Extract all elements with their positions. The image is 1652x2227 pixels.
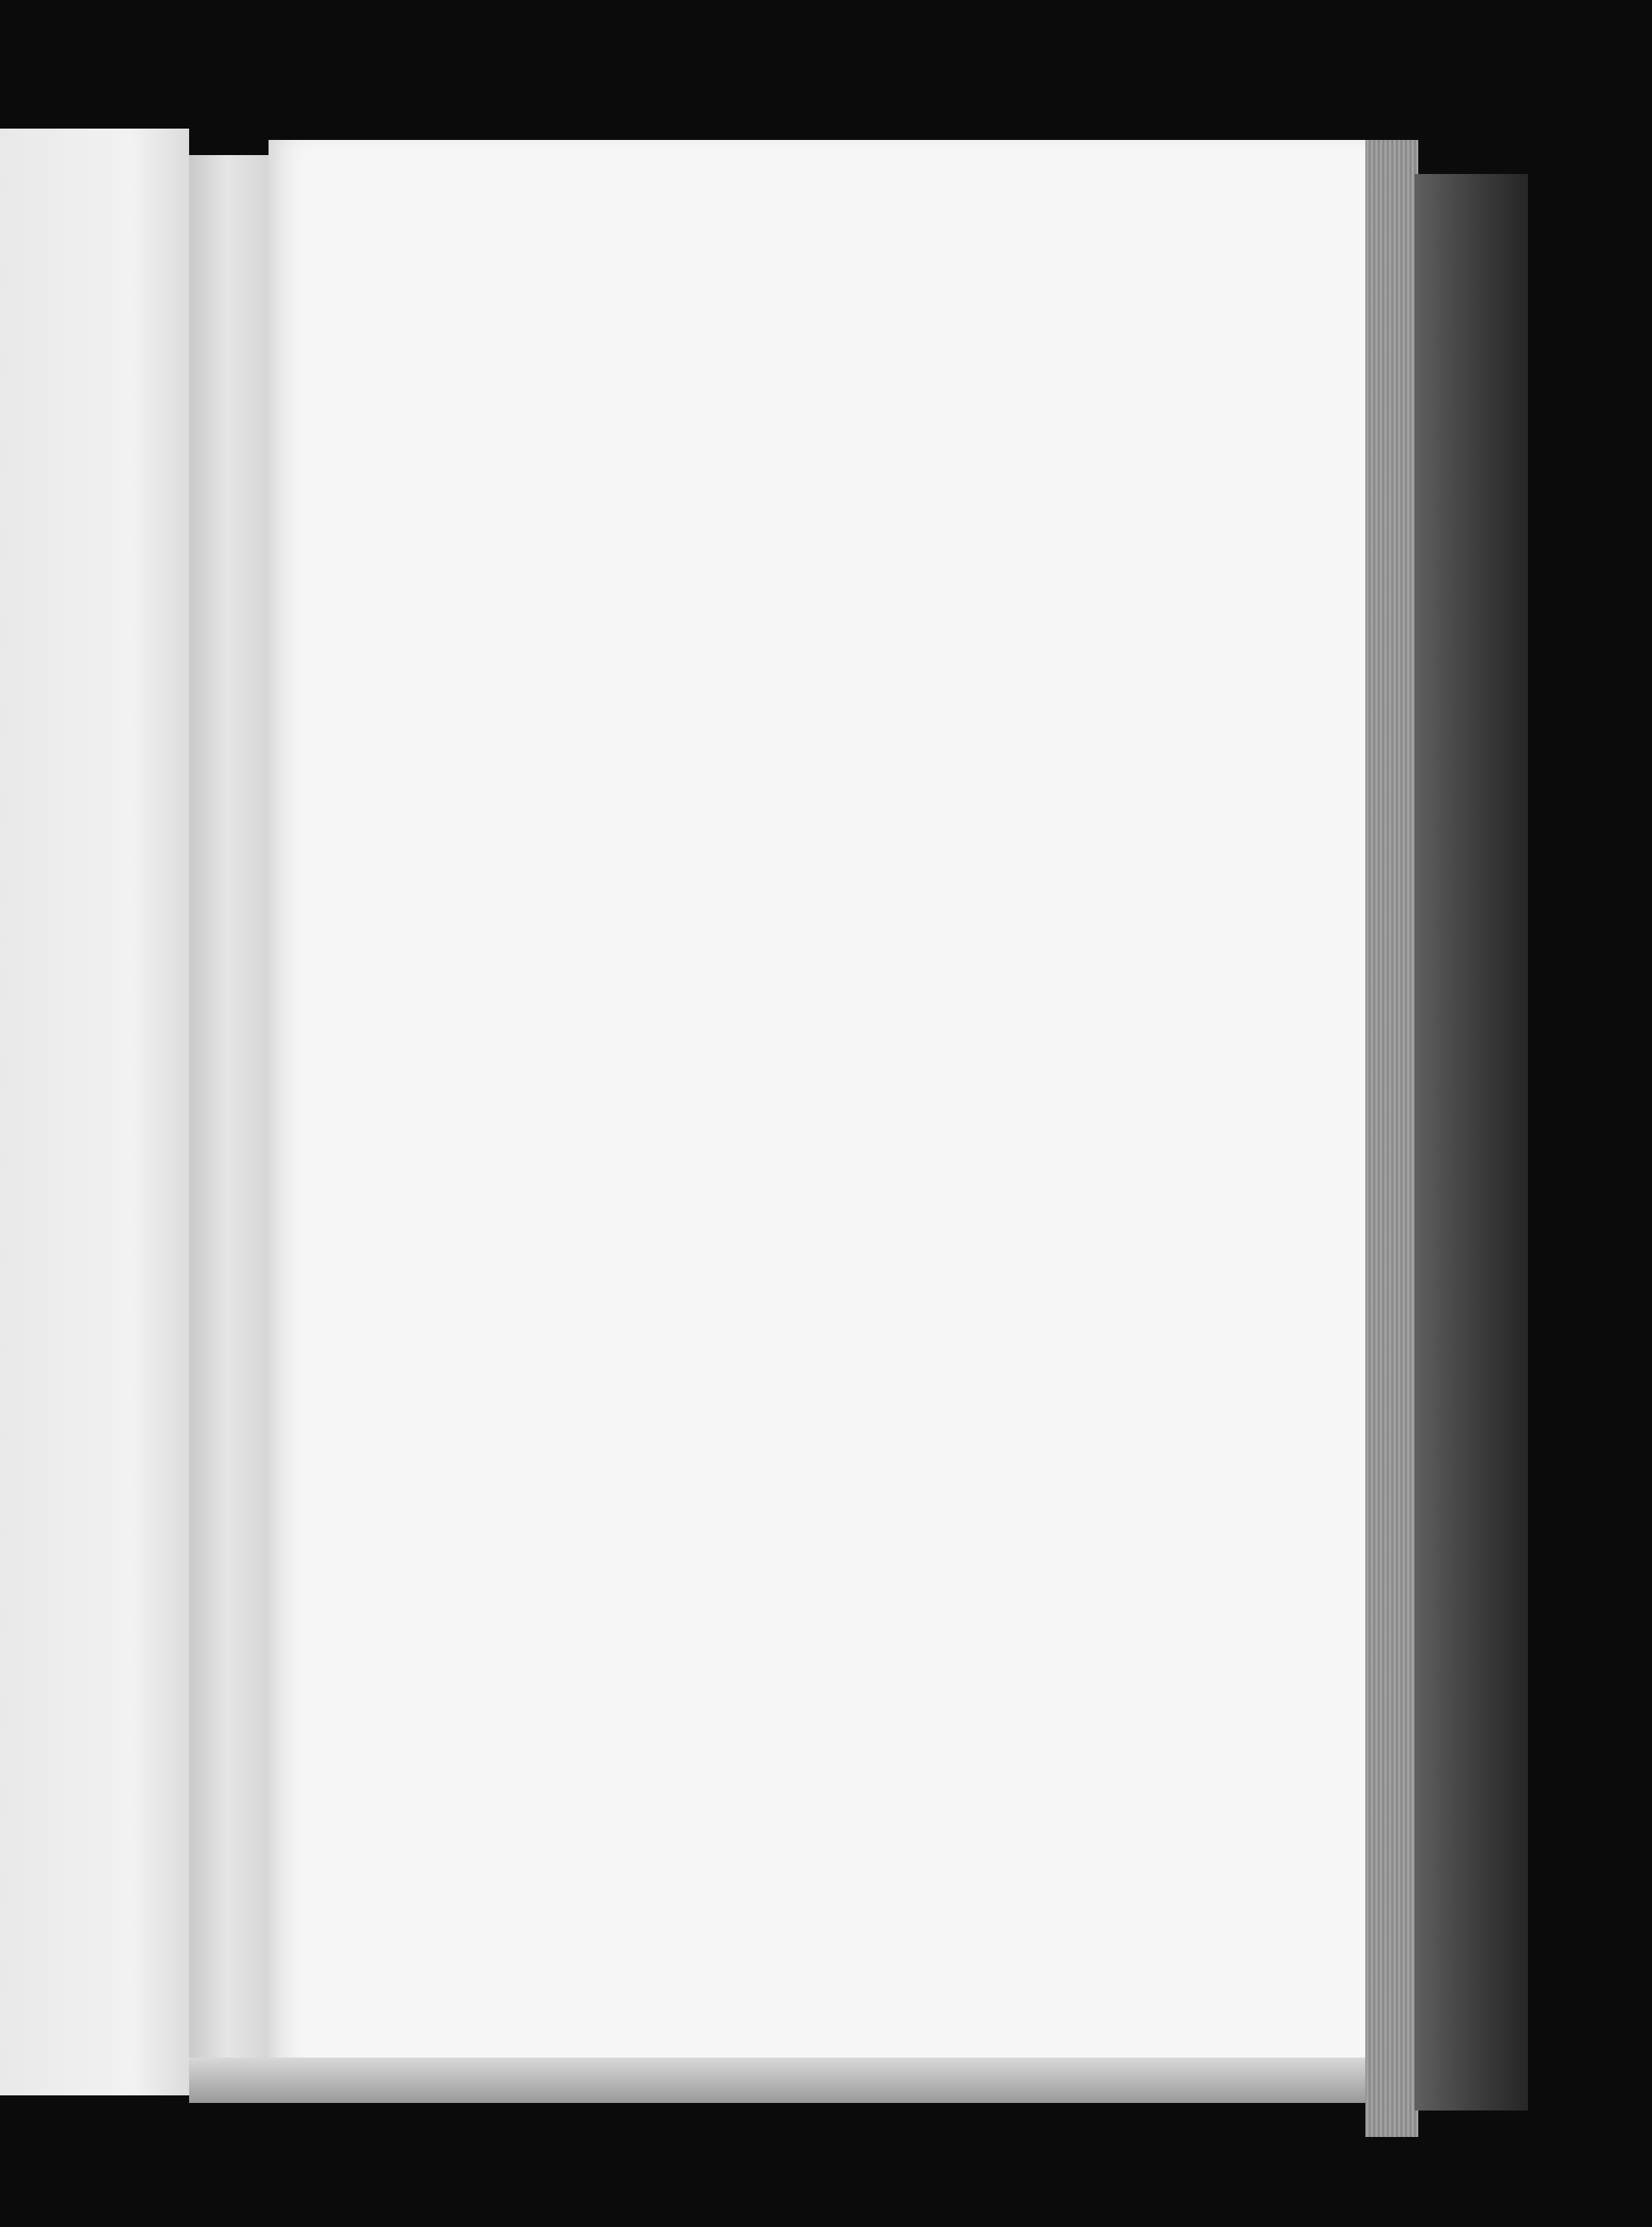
book-fore-edge (1365, 140, 1418, 2137)
association-header (390, 247, 1146, 272)
left-page-gutter (189, 155, 272, 2099)
book-cover-edge (1414, 174, 1528, 2111)
page-bottom-edge (189, 2058, 1399, 2103)
right-page (269, 140, 1369, 2080)
left-facing-page (0, 129, 189, 2095)
subscription-list (390, 247, 1146, 272)
